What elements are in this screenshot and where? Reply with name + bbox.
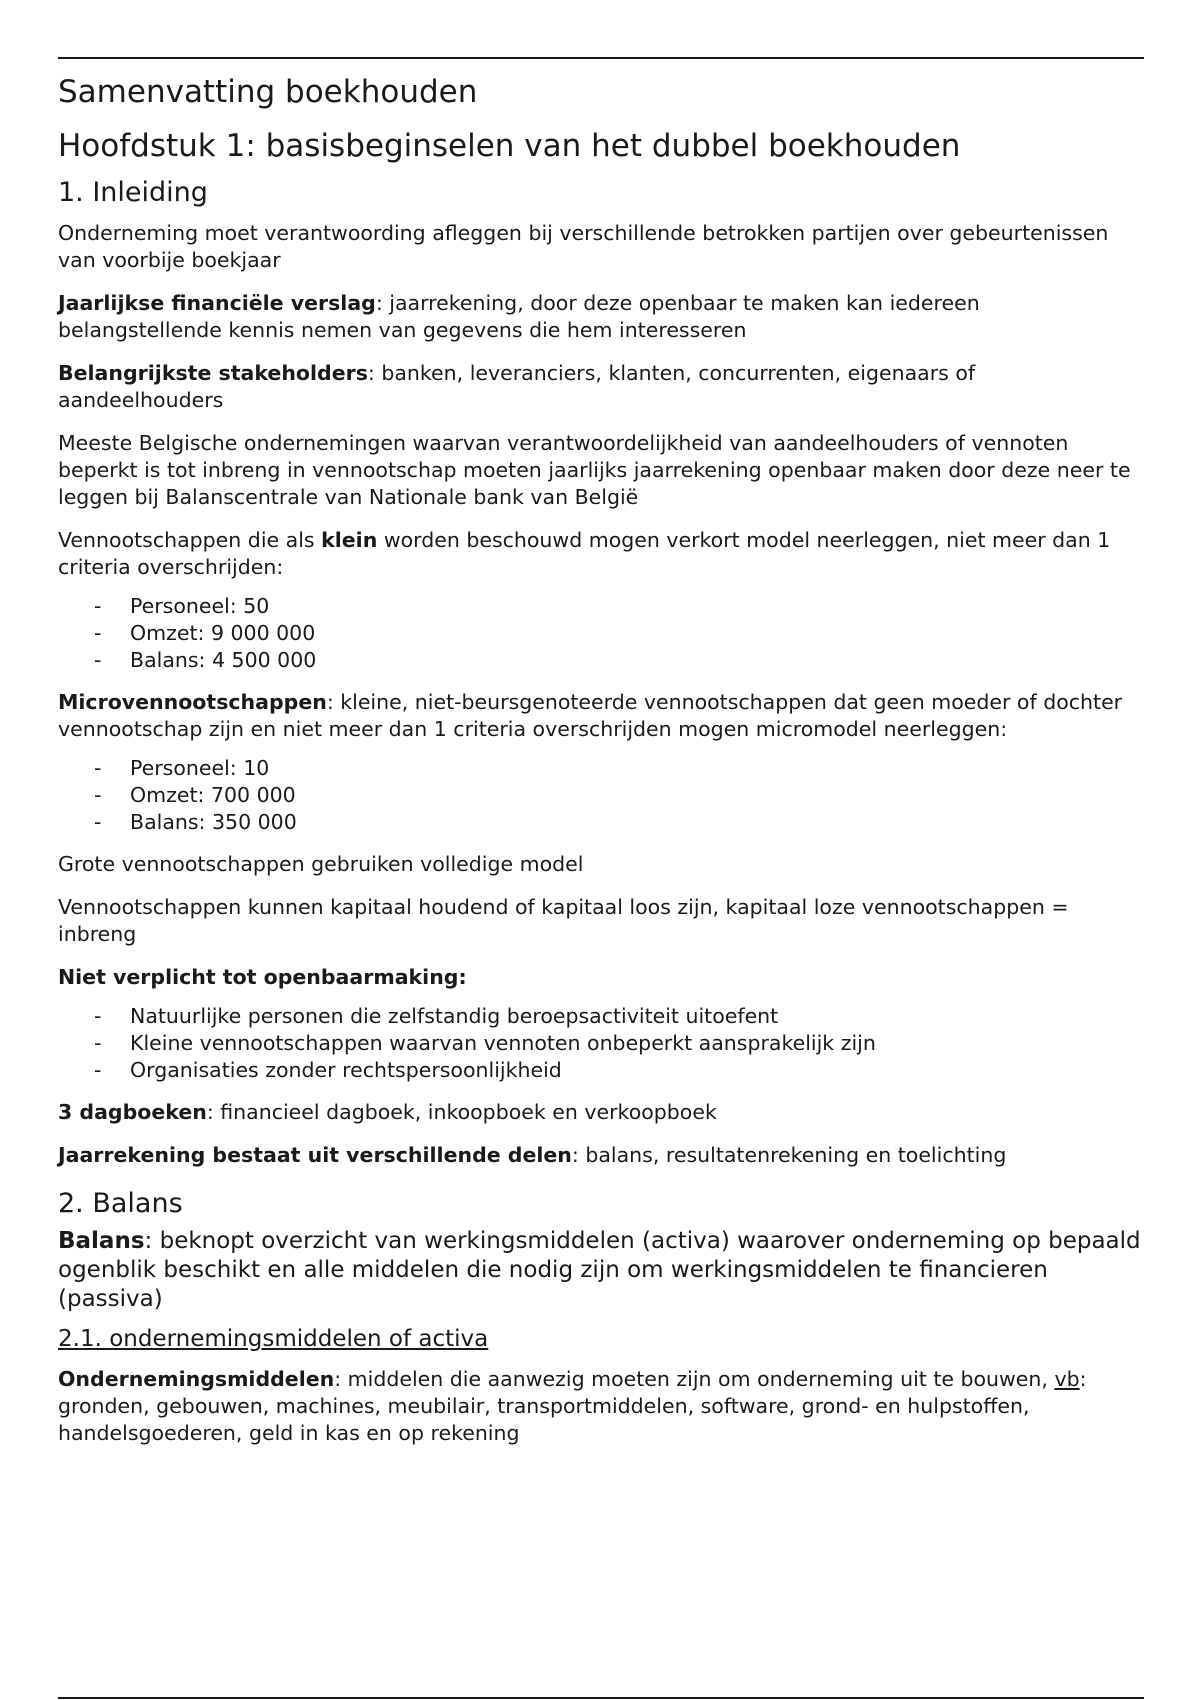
term-jaarrekening: Jaarrekening bestaat uit verschillende delen: [58, 1143, 572, 1167]
term-balans: Balans: [58, 1228, 145, 1254]
paragraph-micro: [58, 689, 1144, 743]
paragraph-klein: [58, 527, 1144, 581]
text-dagboeken: : financieel dagboek, inkoopboek en verkoopboek: [206, 1100, 717, 1124]
paragraph-dagboeken: [58, 1099, 1144, 1126]
paragraph-verslag: [58, 290, 1144, 344]
list-item: - Omzet: 9 000 000: [58, 620, 1144, 647]
text-klein-after: worden beschouwd mogen verkort model neerleggen, niet meer dan 1 criteria overschrijden:: [58, 528, 1111, 579]
list-item: - Omzet: 700 000: [58, 782, 1144, 809]
document-page: [58, 0, 1144, 1700]
paragraph-ondernemingsmiddelen: [58, 1366, 1144, 1447]
list-item: - Personeel: 10: [58, 755, 1144, 782]
paragraph-belgische: Meeste Belgische ondernemingen waarvan verantwoordelijkheid van aandeelhouders of vennoten beperkt is tot inbreng in vennootschap moeten jaarlijks jaarrekening openbaar maken door deze neer te leggen bij Balanscentrale van Nationale bank van België: [58, 431, 1131, 509]
micro-criteria-list: [58, 755, 1144, 836]
text-balans: : beknopt overzicht van werkingsmiddelen (activa) waarover onderneming op bepaald ogenblik beschikt en alle middelen die nodig zijn om werkingsmiddelen te financieren (passiva): [58, 1228, 1141, 1312]
text-micro: : kleine, niet-beursgenoteerde vennootschappen dat geen moeder of dochter vennootschap zijn en niet meer dan 1 criteria overschrijden mogen micromodel neerleggen:: [58, 690, 1123, 741]
document-body: [58, 70, 1144, 1463]
text-jaarrekening: : balans, resultatenrekening en toelichting: [571, 1143, 1007, 1167]
text-stakeholders: : banken, leveranciers, klanten, concurrenten, eigenaars of aandeelhouders: [58, 361, 976, 412]
paragraph-stakeholders: [58, 360, 1144, 414]
text-ondernemingsmiddelen-1: : middelen die aanwezig moeten zijn om onderneming uit te bouwen,: [334, 1367, 1055, 1391]
list-item: - Balans: 350 000: [58, 809, 1144, 836]
section-1-title: 1. Inleiding: [58, 177, 208, 208]
text-verslag: : jaarrekening, door deze openbaar te maken kan iedereen belangstellende kennis nemen van gegevens die hem interesseren: [58, 291, 980, 342]
term-dagboeken: 3 dagboeken: [58, 1100, 207, 1124]
term-klein: klein: [321, 528, 378, 552]
document-title: Samenvatting boekhouden: [58, 74, 478, 110]
list-item: - Balans: 4 500 000: [58, 647, 1144, 674]
paragraph-intro: Onderneming moet verantwoording afleggen bij verschillende betrokken partijen over gebeurtenissen van voorbije boekjaar: [58, 221, 1109, 272]
text-klein-before: Vennootschappen die als: [58, 528, 322, 552]
klein-criteria-list: [58, 593, 1144, 674]
term-stakeholders: Belangrijkste stakeholders: [58, 361, 368, 385]
text-ondernemingsmiddelen-2: : gronden, gebouwen, machines, meubilair, transportmiddelen, software, grond- en hulpstoffen, handelsgoederen, geld in kas en op rekening: [58, 1367, 1087, 1445]
paragraph-jaarrekening: [58, 1142, 1144, 1169]
list-item: - Personeel: 50: [58, 593, 1144, 620]
niet-verplicht-list: [58, 1003, 1144, 1084]
list-item: - Organisaties zonder rechtspersoonlijkheid: [58, 1057, 1144, 1084]
term-verslag: Jaarlijkse financiële verslag: [58, 291, 376, 315]
list-item: - Kleine vennootschappen waarvan vennoten onbeperkt aansprakelijk zijn: [58, 1030, 1144, 1057]
paragraph-balans: [58, 1227, 1144, 1314]
term-micro: Microvennootschappen: [58, 690, 327, 714]
footer-rule: [58, 1697, 1144, 1699]
paragraph-grote: Grote vennootschappen gebruiken volledige model: [58, 852, 584, 876]
chapter-title: Hoofdstuk 1: basisbeginselen van het dubbel boekhouden: [58, 128, 961, 164]
header-rule: [58, 57, 1144, 59]
section-2-title: 2. Balans: [58, 1188, 183, 1219]
paragraph-niet-verplicht: [58, 964, 1144, 991]
term-ondernemingsmiddelen: Ondernemingsmiddelen: [58, 1367, 335, 1391]
paragraph-kapitaal: Vennootschappen kunnen kapitaal houdend of kapitaal loos zijn, kapitaal loze vennootschappen = inbreng: [58, 895, 1069, 946]
list-item: - Natuurlijke personen die zelfstandig beroepsactiviteit uitoefent: [58, 1003, 1144, 1030]
subsection-2-1-title: 2.1. ondernemingsmiddelen of activa: [58, 1326, 489, 1352]
text-vb: vb: [1054, 1367, 1080, 1391]
term-niet-verplicht: Niet verplicht tot openbaarmaking:: [58, 965, 467, 989]
